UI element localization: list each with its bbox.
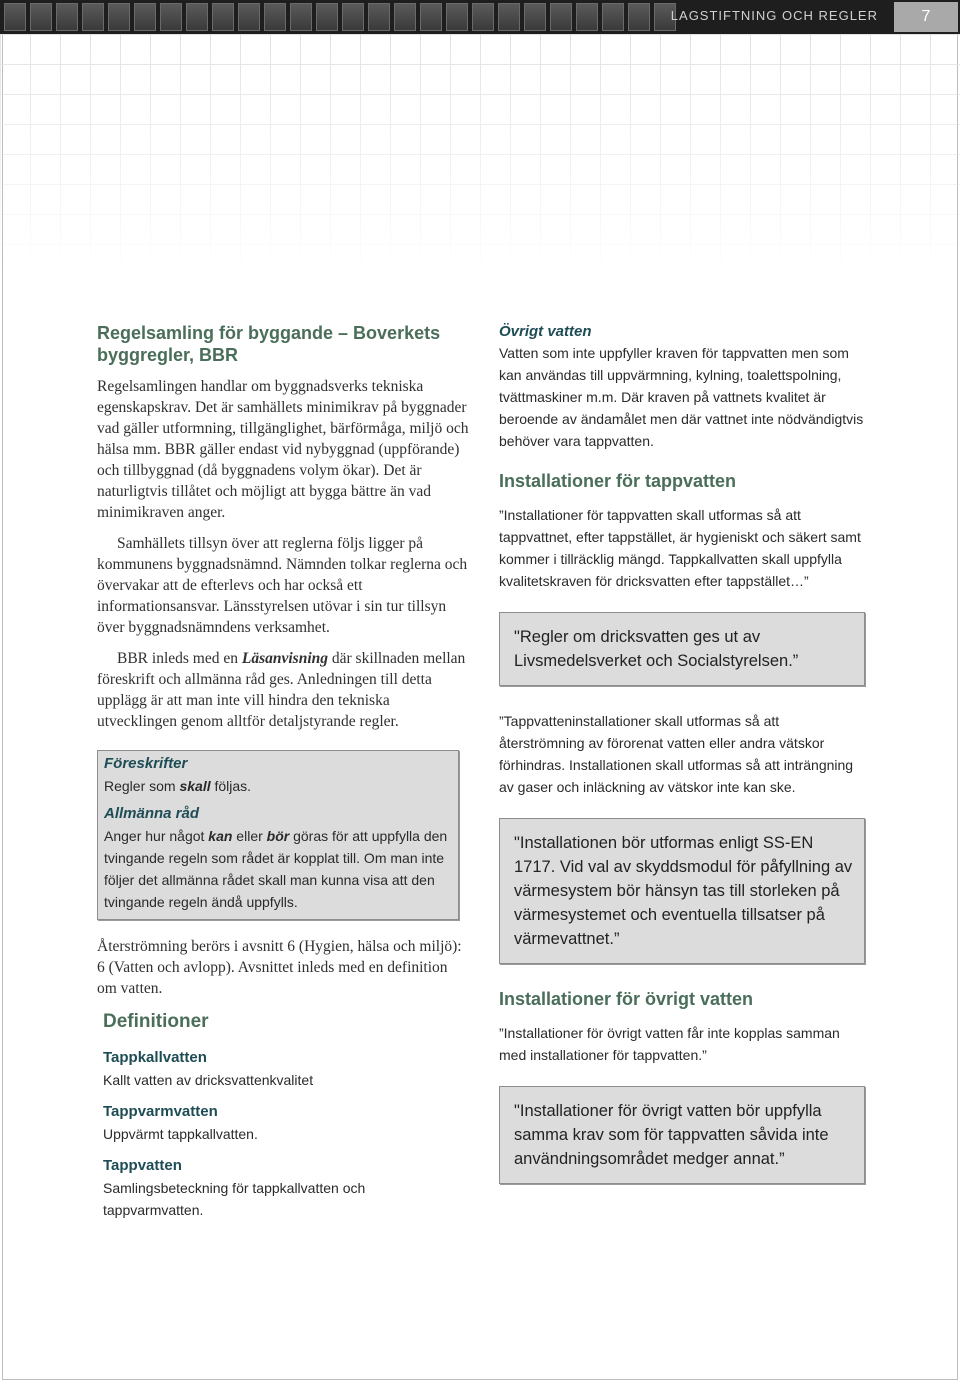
section-title: LAGSTIFTNING OCH REGLER [670,8,878,23]
header-square [446,3,468,31]
header-square [576,3,598,31]
bbr-paragraph [97,648,469,732]
definition-term: Tappvarmvatten [103,1103,218,1120]
right-column [499,322,865,1208]
header-square [342,3,364,31]
header-square [316,3,338,31]
header-square [4,3,26,31]
section-heading: Installationer för tappvatten [499,471,737,491]
header-square [290,3,312,31]
quote-paragraph: ”Tappvatteninstallationer skall utformas så att återströmning av förorenat vatten eller andra vätskor förhindras. Installationen skall utformas så att inträngning av gaser och inläckning av vätskor inte kan ske. [499,713,854,795]
definition-term: Tappvatten [103,1157,182,1174]
box-label-foreskrifter: Föreskrifter [104,755,188,772]
left-column [97,322,469,1231]
header-square [238,3,260,31]
header-bar [0,0,960,34]
text-run: Anger hur något [104,828,209,844]
quote-box: "Installationen bör utformas enligt SS-EN 1717. Vid val av skyddsmodul för påfyllning av värmesystem bör hänsyn tas till storleken på värmesystemet och eventuella tillsatser på värmevattnet.” [499,818,865,964]
article-title: Regelsamling för byggande – Boverkets byggregler, BBR [97,323,441,365]
box-label-allmanna-rad: Allmänna råd [104,805,200,822]
header-square [394,3,416,31]
ovrigt-vatten-text: Vatten som inte uppfyller kraven för tappvatten men som kan användas till uppvärmning, kylning, toalettspolning, tvättmaskiner m.m. Där kraven på vattnets kvalitet är beroende av ändamålet men där vattnet inte nödvändigtvis behöver vara tappvatten. [499,345,864,449]
header-square [82,3,104,31]
quote-box: "Regler om dricksvatten ges ut av Livsmedelsverket och Socialstyrelsen.” [499,612,865,686]
header-square [186,3,208,31]
box-text [104,775,452,797]
header-square [420,3,442,31]
text-run: BBR inleds med en [117,650,242,667]
definition-desc: Uppvärmt tappkallvatten. [103,1126,258,1142]
body-paragraph: Samhällets tillsyn över att reglerna följs ligger på kommunens byggnadsnämnd. Nämnden tolkar reglerna och övervakar att de efterlevs och har också ett informationsansvar. Länsstyrelsen utövar i sin tur tillsyn över byggnadsnämndens verksamhet. [97,535,468,636]
header-square [472,3,494,31]
header-square [368,3,390,31]
header-square [108,3,130,31]
header-square [56,3,78,31]
header-square [524,3,546,31]
body-paragraph: Regelsamlingen handlar om byggnadsverks tekniska egenskapskrav. Det är samhällets minimikrav på byggnader vad gäller utformning, tillgänglighet, bärförmåga, miljö och hälsa mm. BBR gäller endast vid nybyggnad (uppförande) och tillbyggnad (då byggnadens volym ökar). Det är naturligtvis tillåtet och möjligt att bygga bättre än vad minimikraven anger. [97,378,469,521]
text-run: göras för att uppfylla den tvingande regeln som rådet är kopplat till. Om man inte följer det allmänna rådet skall man kunna visa att den tvingande regeln ändå uppfylls. [104,828,448,910]
emphasis: Läsanvisning [241,650,328,667]
page-number: 7 [894,2,958,32]
definition-term: Tappkallvatten [103,1049,207,1066]
header-square [134,3,156,31]
quote-box: "Installationer för övrigt vatten bör uppfylla samma krav som för tappvatten såvida inte användningsområdet medger annat.” [499,1086,865,1184]
emphasis: bör [266,828,290,844]
text-run: eller [232,828,267,844]
header-grid-pattern [0,34,960,276]
ovrigt-vatten-label: Övrigt vatten [499,323,592,340]
header-square [212,3,234,31]
header-square [498,3,520,31]
header-square [264,3,286,31]
definition-desc: Samlingsbeteckning för tappkallvatten och tappvarmvatten. [103,1180,366,1218]
text-run: följas. [210,778,252,794]
header-square [550,3,572,31]
box-text [104,825,452,913]
header-square [30,3,52,31]
definitions [97,1011,469,1221]
text-run: där skillnaden mellan föreskrift och allmänna råd ges. Anledningen till detta upplägg är att man inte vill hindra den tekniska utvecklingen genom alltför detaljstyrande regler. [97,650,466,730]
header-square [628,3,650,31]
emphasis: skall [179,778,211,794]
text-run: Regler som [104,778,180,794]
header-square [160,3,182,31]
quote-paragraph: ”Installationer för tappvatten skall utformas så att tappvattnet, efter tappstället, är hygieniskt och säkert samt kommer i tillräcklig mängd. Tappkallvatten skall uppfylla kvalitetskraven för dricksvatten efter tappstället…” [499,507,861,589]
definition-desc: Kallt vatten av dricksvattenkvalitet [103,1072,314,1088]
body-paragraph: Återströmning berörs i avsnitt 6 (Hygien, hälsa och miljö): 6 (Vatten och avlopp). Avsnittet inleds med en definition om vatten. [97,938,462,997]
quote-paragraph: ”Installationer för övrigt vatten får inte kopplas samman med installationer för tappvatten.” [499,1025,840,1063]
section-heading: Installationer för övrigt vatten [499,989,754,1009]
emphasis: kan [208,828,233,844]
header-square [602,3,624,31]
rules-box [97,750,459,920]
definitions-title: Definitioner [103,1011,209,1032]
